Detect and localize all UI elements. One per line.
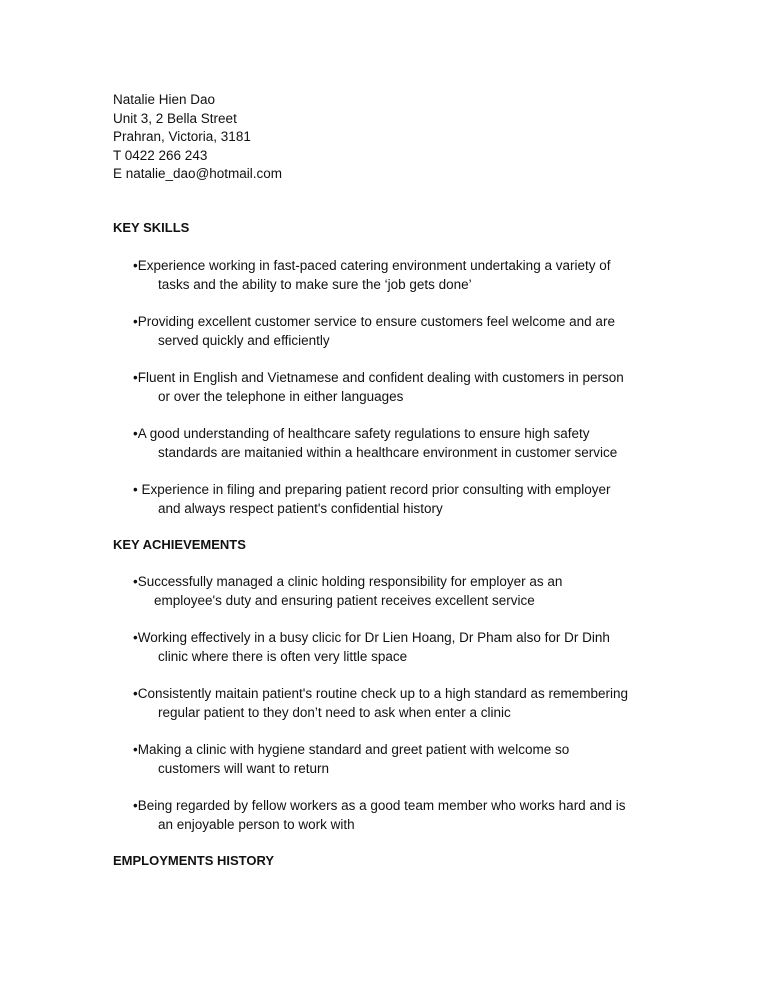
contact-name: Natalie Hien Dao [113, 92, 216, 107]
skill-item [133, 369, 624, 406]
achievement-item [133, 629, 610, 666]
achievement-item [133, 685, 628, 722]
skill-item-line1: •Experience working in fast-paced catering environment undertaking a variety of [133, 258, 611, 273]
skill-item [133, 425, 617, 462]
contact-address-line2: Prahran, Victoria, 3181 [113, 129, 251, 144]
skill-item-line2: served quickly and efficiently [158, 332, 330, 348]
key-achievements-heading: KEY ACHIEVEMENTS [113, 537, 246, 552]
skill-item [133, 257, 610, 294]
achievement-item [133, 797, 625, 834]
achievement-item-line1: •Consistently maitain patient's routine check up to a high standard as remembering [133, 686, 629, 701]
skill-item-line1: • Experience in filing and preparing patient record prior consulting with employer [133, 482, 611, 497]
achievement-item-line1: •Making a clinic with hygiene standard and greet patient with welcome so [133, 742, 570, 757]
skill-item-line2: tasks and the ability to make sure the ‘job gets done’ [158, 276, 472, 292]
skill-item-line2: and always respect patient's confidential history [158, 500, 443, 516]
employment-history-heading: EMPLOYMENTS HISTORY [113, 853, 275, 868]
skill-item-line2: standards are maitanied within a healthcare environment in customer service [158, 444, 618, 460]
skill-item-line2: or over the telephone in either languages [158, 388, 404, 404]
skill-item [133, 313, 615, 350]
achievement-item [133, 741, 569, 778]
achievement-item-line2: employee's duty and ensuring patient receives excellent service [154, 592, 535, 608]
achievement-item [133, 573, 562, 610]
skill-item-line1: •A good understanding of healthcare safety regulations to ensure high safety [133, 426, 590, 441]
skill-item [133, 481, 610, 518]
achievement-item-line2: customers will want to return [158, 760, 330, 776]
contact-address-line1: Unit 3, 2 Bella Street [113, 110, 237, 126]
achievement-item-line1: •Working effectively in a busy clicic for Dr Lien Hoang, Dr Pham also for Dr Dinh [133, 630, 610, 645]
contact-block [113, 91, 282, 184]
contact-phone: T 0422 266 243 [113, 147, 208, 163]
contact-email: E natalie_dao@hotmail.com [113, 166, 283, 181]
key-skills-heading: KEY SKILLS [113, 220, 190, 235]
skill-item-line1: •Fluent in English and Vietnamese and confident dealing with customers in person [133, 370, 624, 385]
skill-item-line1: •Providing excellent customer service to ensure customers feel welcome and are [133, 314, 615, 329]
achievement-item-line2: regular patient to they don’t need to ask when enter a clinic [158, 704, 511, 720]
achievement-item-line2: clinic where there is often very little space [158, 648, 408, 664]
achievement-item-line2: an enjoyable person to work with [158, 816, 355, 832]
achievement-item-line1: •Being regarded by fellow workers as a good team member who works hard and is [133, 798, 626, 813]
achievement-item-line1: •Successfully managed a clinic holding responsibility for employer as an [133, 574, 563, 589]
